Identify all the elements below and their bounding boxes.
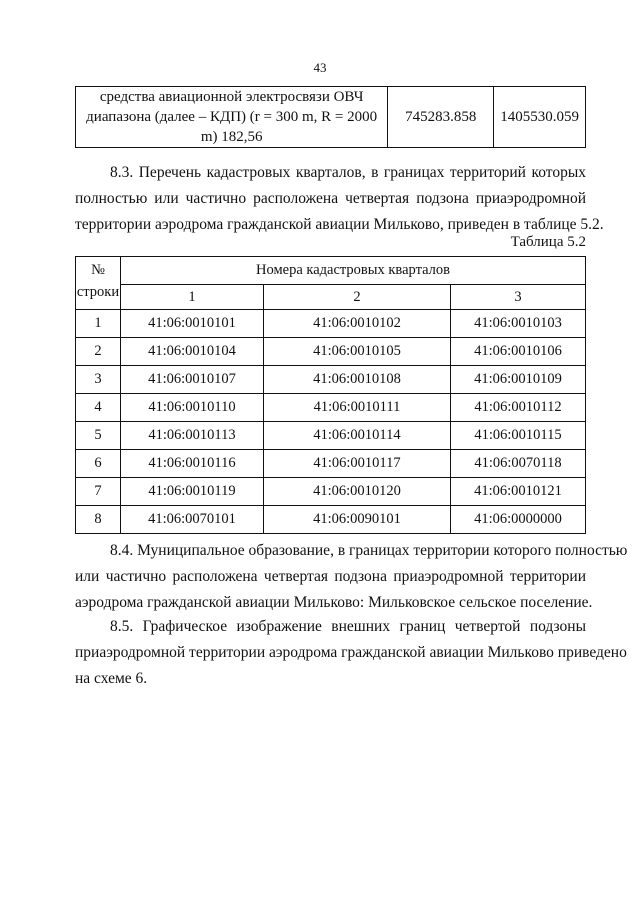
cadastral-numbers-header: Номера кадастровых кварталов xyxy=(121,257,586,285)
cadastral-number-cell: 41:06:0010120 xyxy=(264,478,451,506)
table-row xyxy=(76,87,586,148)
table-row xyxy=(76,338,586,366)
value-1-cell: 745283.858 xyxy=(388,87,494,148)
cadastral-number-cell: 41:06:0010116 xyxy=(121,450,264,478)
cadastral-number-cell: 41:06:0010121 xyxy=(451,478,586,506)
paragraph-line: на схеме 6. xyxy=(75,670,148,687)
column-header: 2 xyxy=(264,285,451,310)
zone-description-cell: средства авиационной электросвязи ОВЧ диапазона (далее – КДП) (r = 300 m, R = 2000 m) 182,56 xyxy=(76,87,388,148)
row-number-cell: 3 xyxy=(76,366,121,394)
table-caption: Таблица 5.2 xyxy=(510,234,586,250)
cadastral-number-cell: 41:06:0010114 xyxy=(264,422,451,450)
cadastral-number-cell: 41:06:0010113 xyxy=(121,422,264,450)
cadastral-number-cell: 41:06:0090101 xyxy=(264,506,451,534)
cadastral-number-cell: 41:06:0010110 xyxy=(121,394,264,422)
row-number-cell: 8 xyxy=(76,506,121,534)
paragraph-line: приаэродромной территории аэродрома гражданской авиации Мильково приведено xyxy=(75,644,627,661)
table-header-row xyxy=(76,257,586,285)
row-number-cell: 6 xyxy=(76,450,121,478)
cadastral-number-cell: 41:06:0010109 xyxy=(451,366,586,394)
table-subheader-row xyxy=(76,285,586,310)
paragraph-line: 8.5. Графическое изображение внешних границ четвертой подзоны xyxy=(110,618,586,635)
table-row xyxy=(76,422,586,450)
row-number-header: № строки xyxy=(76,257,121,310)
row-number-cell: 1 xyxy=(76,310,121,338)
page-number: 43 xyxy=(313,60,327,75)
table-row xyxy=(76,450,586,478)
paragraph-line: 8.3. Перечень кадастровых кварталов, в границах территорий которых xyxy=(110,164,586,181)
cadastral-number-cell: 41:06:0010107 xyxy=(121,366,264,394)
row-number-cell: 5 xyxy=(76,422,121,450)
cadastral-number-cell: 41:06:0010101 xyxy=(121,310,264,338)
cadastral-number-cell: 41:06:0070118 xyxy=(451,450,586,478)
column-header: 1 xyxy=(121,285,264,310)
table-row xyxy=(76,506,586,534)
paragraph-line: 8.4. Муниципальное образование, в границах территории которого полностью xyxy=(110,542,628,559)
row-number-cell: 2 xyxy=(76,338,121,366)
cadastral-number-cell: 41:06:0070101 xyxy=(121,506,264,534)
paragraph-8-5 xyxy=(75,614,627,692)
paragraph-line: территории аэродрома гражданской авиации Мильково, приведен в таблице 5.2. xyxy=(75,216,604,233)
paragraph-8-3 xyxy=(75,160,604,238)
cadastral-number-cell: 41:06:0010112 xyxy=(451,394,586,422)
cadastral-number-cell: 41:06:0010105 xyxy=(264,338,451,366)
column-header: 3 xyxy=(451,285,586,310)
row-number-cell: 4 xyxy=(76,394,121,422)
table-row xyxy=(76,366,586,394)
cadastral-number-cell: 41:06:0010115 xyxy=(451,422,586,450)
paragraph-line: аэродрома гражданской авиации Мильково: Мильковское сельское поселение. xyxy=(75,594,593,611)
row-number-cell: 7 xyxy=(76,478,121,506)
paragraph-8-4 xyxy=(75,538,628,616)
cadastral-number-cell: 41:06:0000000 xyxy=(451,506,586,534)
cadastral-number-cell: 41:06:0010119 xyxy=(121,478,264,506)
cadastral-quarters-table xyxy=(75,256,586,534)
table-row xyxy=(76,478,586,506)
table-row xyxy=(76,310,586,338)
cadastral-number-cell: 41:06:0010111 xyxy=(264,394,451,422)
cadastral-number-cell: 41:06:0010117 xyxy=(264,450,451,478)
cadastral-number-cell: 41:06:0010108 xyxy=(264,366,451,394)
cadastral-number-cell: 41:06:0010104 xyxy=(121,338,264,366)
paragraph-line: или частично расположена четвертая подзона приаэродромной территории xyxy=(75,568,586,585)
value-2-cell: 1405530.059 xyxy=(494,87,586,148)
table-row xyxy=(76,394,586,422)
top-continuation-table xyxy=(75,86,586,148)
cadastral-number-cell: 41:06:0010102 xyxy=(264,310,451,338)
cadastral-number-cell: 41:06:0010103 xyxy=(451,310,586,338)
paragraph-line: полностью или частично расположена четвертая подзона приаэродромной xyxy=(75,190,586,207)
cadastral-number-cell: 41:06:0010106 xyxy=(451,338,586,366)
